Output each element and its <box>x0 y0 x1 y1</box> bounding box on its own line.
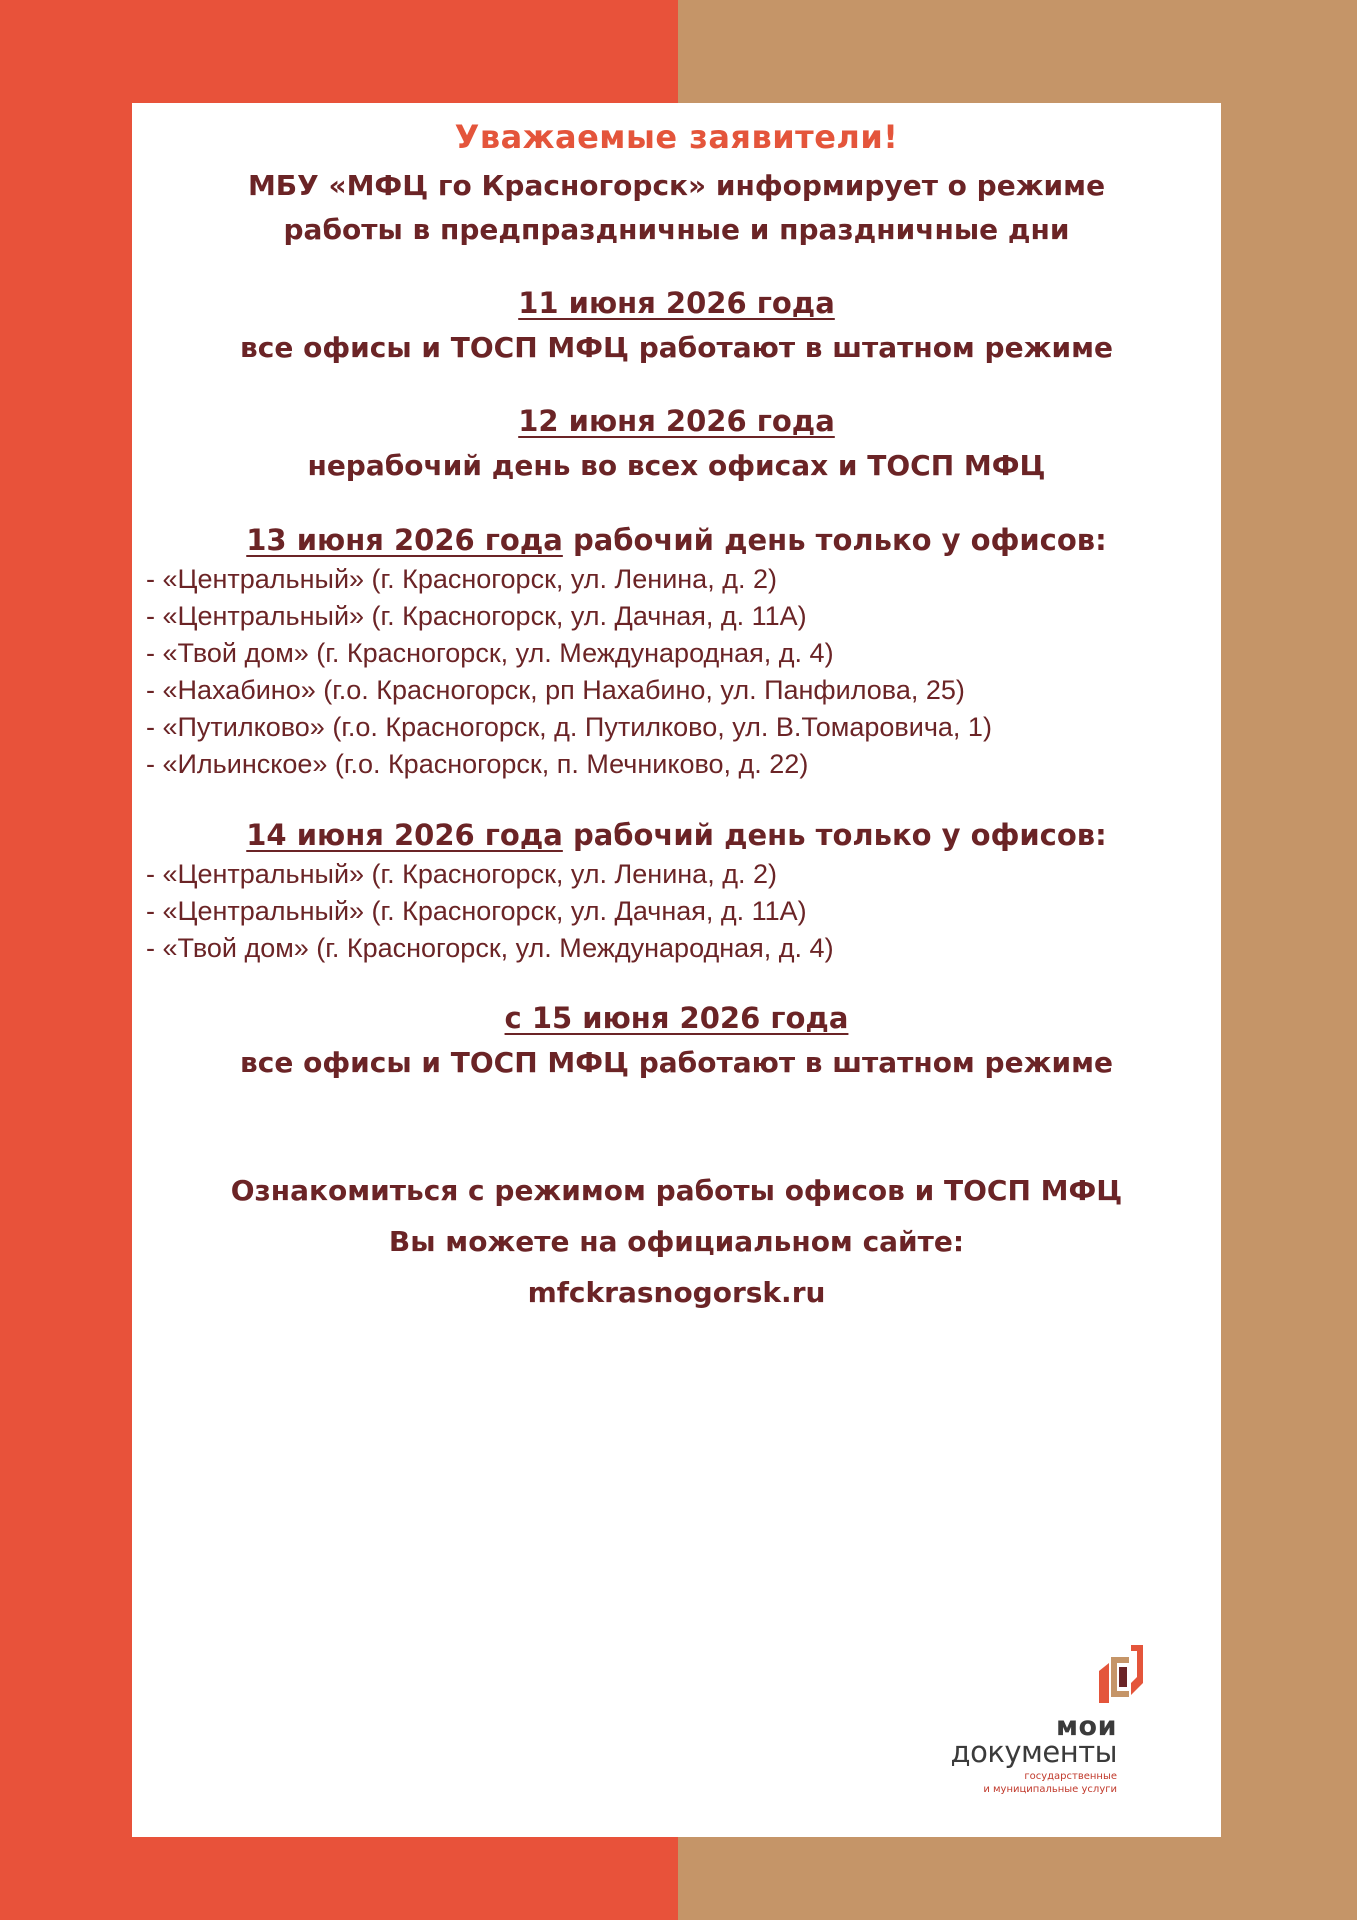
section5-date: с 15 июня 2026 года <box>504 1001 849 1035</box>
moi-dokumenty-logo-icon <box>1097 1643 1147 1705</box>
section4-office-list <box>146 856 834 967</box>
section1-date: 11 июня 2026 года <box>518 286 835 320</box>
section2-text: нерабочий день во всех офисах и ТОСП МФЦ <box>307 449 1046 482</box>
greeting-heading: Уважаемые заявители! <box>454 118 899 156</box>
logo-word-moi: мои <box>1055 1711 1117 1742</box>
section3-suffix: рабочий день только у офисов: <box>562 523 1107 557</box>
section5-text: все офисы и ТОСП МФЦ работают в штатном режиме <box>240 1046 1113 1079</box>
intro-line-2: работы в предпраздничные и праздничные дни <box>283 213 1070 246</box>
moi-dokumenty-logo <box>950 1633 1192 1795</box>
footer-line-1: Ознакомиться с режимом работы офисов и ТОСП МФЦ <box>230 1174 1123 1207</box>
footer-line-2: Вы можете на официальном сайте: <box>388 1225 965 1258</box>
section3-date: 13 июня 2026 года <box>246 523 563 557</box>
list-item: - «Центральный» (г. Красногорск, ул. Дачная, д. 11А) <box>146 601 807 631</box>
section4-suffix: рабочий день только у офисов: <box>562 818 1107 852</box>
list-item: - «Центральный» (г. Красногорск, ул. Ленина, д. 2) <box>146 859 777 889</box>
section4-date: 14 июня 2026 года <box>246 818 563 852</box>
list-item: - «Ильинское» (г.о. Красногорск, п. Мечниково, д. 22) <box>146 749 809 779</box>
list-item: - «Твой дом» (г. Красногорск, ул. Международная, д. 4) <box>146 638 834 668</box>
intro-line-1: МБУ «МФЦ го Красногорск» информирует о режиме <box>247 169 1106 202</box>
logo-word-dokumenty: документы <box>950 1735 1117 1769</box>
section4-heading <box>132 818 1221 852</box>
list-item: - «Твой дом» (г. Красногорск, ул. Международная, д. 4) <box>146 933 834 963</box>
notice-card <box>132 103 1221 1837</box>
section1-text: все офисы и ТОСП МФЦ работают в штатном режиме <box>240 331 1113 364</box>
list-item: - «Путилково» (г.о. Красногорск, д. Путилково, ул. В.Томаровича, 1) <box>146 712 992 742</box>
section3-heading <box>132 523 1221 557</box>
footer-site-link[interactable]: mfckrasnogorsk.ru <box>527 1276 826 1309</box>
section2-date: 12 июня 2026 года <box>518 404 835 438</box>
logo-subtitle-2: и муниципальные услуги <box>983 1784 1117 1795</box>
logo-subtitle-1: государственные <box>1024 1771 1117 1782</box>
section3-office-list <box>146 561 992 783</box>
list-item: - «Центральный» (г. Красногорск, ул. Дачная, д. 11А) <box>146 896 807 926</box>
list-item: - «Нахабино» (г.о. Красногорск, рп Нахабино, ул. Панфилова, 25) <box>146 675 965 705</box>
list-item: - «Центральный» (г. Красногорск, ул. Ленина, д. 2) <box>146 564 777 594</box>
